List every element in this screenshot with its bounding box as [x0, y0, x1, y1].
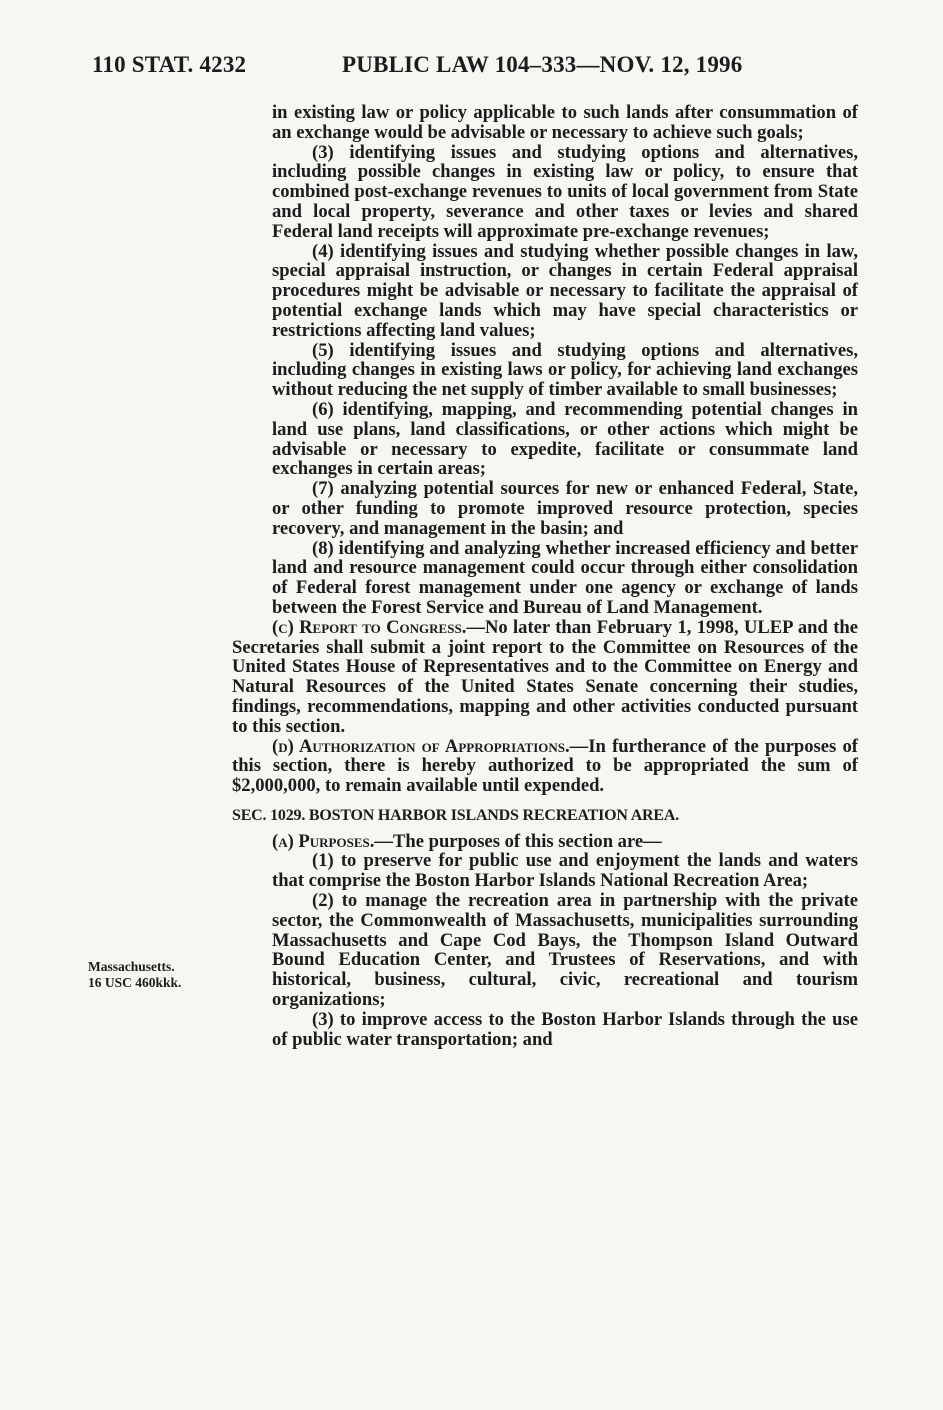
subsection-a — [232, 832, 858, 852]
margin-note-state: Massachusetts. — [88, 959, 175, 974]
subsection-c-text: —No later than February 1, 1998, ULEP and the Secretaries shall submit a joint report to the Committee on Resources of the United States House of Representatives and to the Committee on Energy and Natural Resources of the United States Senate concerning their studies, findings, recommendations, mapping and other activities conducted pursuant to this section. — [232, 616, 858, 737]
subsection-d — [232, 737, 858, 796]
subsection-c-heading: (c) Report to Congress. — [272, 616, 467, 638]
paragraph-item-4: (4) identifying issues and studying whether possible changes in law, special appraisal instruction, or changes in certain Federal appraisal procedures might be advisable or necessary to facilitate the appraisal of potential exchange lands which may have special characteristics or restrictions affecting land values; — [272, 240, 858, 341]
subsection-a-heading: (a) Purposes. — [272, 830, 375, 852]
running-header — [92, 52, 852, 82]
paragraph-item-3: (3) identifying issues and studying options and alternatives, including possible changes in existing law or policy, to ensure that combined post-exchange revenues to units of local government from State and local property, severance and other taxes or levies and shared Federal land receipts will approximate pre-exchange revenues; — [272, 141, 858, 242]
paragraph-item-5: (5) identifying issues and studying options and alternatives, including changes in existing laws or policy, for achieving land exchanges without reducing the net supply of timber available to small businesses; — [272, 339, 858, 401]
paragraph-item-6: (6) identifying, mapping, and recommending potential changes in land use plans, land classifications, or other actions which might be advisable or necessary to expedite, facilitate or consummate land exchanges in certain areas; — [272, 398, 858, 480]
public-law-title: PUBLIC LAW 104–333—NOV. 12, 1996 — [342, 52, 743, 77]
section-heading: SEC. 1029. BOSTON HARBOR ISLANDS RECREATION AREA. — [232, 806, 680, 824]
document-body — [232, 103, 858, 1049]
continued-paragraph: in existing law or policy applicable to such lands after consummation of an exchange would be advisable or necessary to achieve such goals; — [272, 102, 858, 143]
purpose-item-2: (2) to manage the recreation area in partnership with the private sector, the Commonwealth of Massachusetts, municipalities surrounding Massachusetts and Cape Cod Bays, the Thompson Island Outward Bound Education Center, and Trustees of Reservations, and with historical, business, cultural, civic, recreational and tourism organizations; — [272, 890, 858, 1011]
subsection-c — [232, 618, 858, 737]
subsection-d-heading: (d) Authorization of Appropriations. — [272, 735, 570, 757]
subsection-d-text: —In furtherance of the purposes of this section, there is hereby authorized to be appropriated the sum of $2,000,000, to remain available until expended. — [232, 735, 858, 797]
margin-note — [88, 959, 228, 991]
statute-page-number: 110 STAT. 4232 — [92, 52, 247, 77]
subsection-a-text: —The purposes of this section are— — [374, 830, 662, 852]
purpose-item-3: (3) to improve access to the Boston Harbor Islands through the use of public water transportation; and — [272, 1008, 858, 1050]
paragraph-item-7: (7) analyzing potential sources for new or enhanced Federal, State, or other funding to promote improved resource protection, species recovery, and management in the basin; and — [272, 478, 858, 539]
margin-note-usc-citation: 16 USC 460kkk. — [88, 975, 182, 990]
paragraph-item-8: (8) identifying and analyzing whether increased efficiency and better land and resource management could occur through either consolidation of Federal forest management under one agency or exchange of lands between the Forest Service and Bureau of Land Management. — [272, 537, 858, 618]
purpose-item-1: (1) to preserve for public use and enjoyment the lands and waters that comprise the Boston Harbor Islands National Recreation Area; — [272, 850, 858, 892]
